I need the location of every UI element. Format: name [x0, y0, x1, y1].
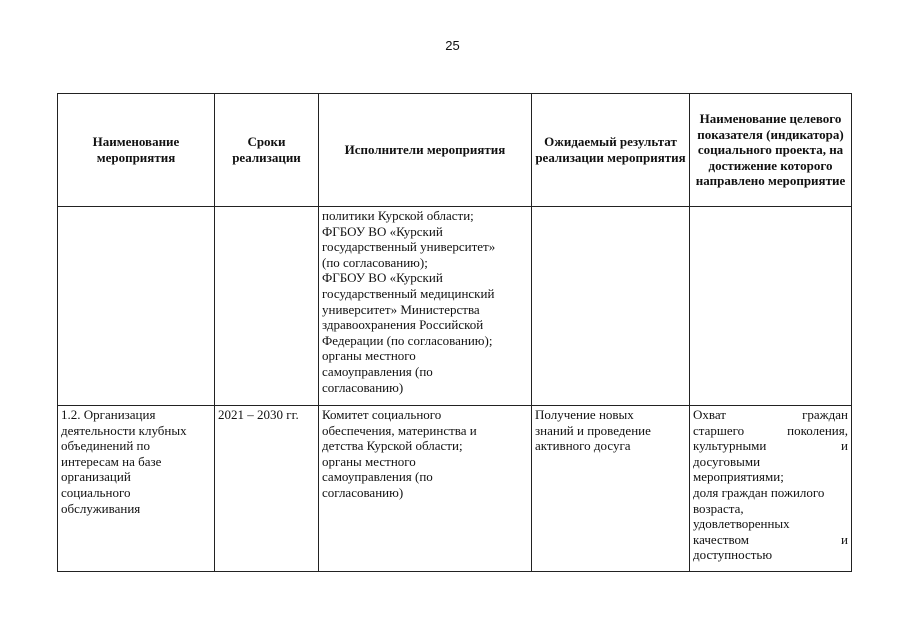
- text-line: удовлетворенных: [693, 516, 790, 532]
- text-line: органы местного: [322, 453, 416, 469]
- page-number: 25: [445, 38, 460, 53]
- text-line: объединений по: [61, 438, 150, 454]
- word: поколения,: [787, 422, 848, 438]
- activities-table: [57, 93, 852, 572]
- text-line: возраста,: [693, 500, 744, 516]
- cell-period: [215, 406, 319, 572]
- cell-activity-name-empty: [58, 207, 215, 406]
- word: культурными: [693, 438, 767, 454]
- text-line: организаций: [61, 469, 131, 485]
- period-text: 2021 – 2030 гг.: [218, 407, 299, 422]
- text-line: детства Курской области;: [322, 438, 463, 454]
- cell-period-empty: [215, 207, 319, 406]
- text-line: знаний и проведение: [535, 422, 651, 438]
- cell-target-indicator-empty: [690, 207, 852, 406]
- text-line: интересам на базе: [61, 453, 162, 469]
- word: Охват: [693, 407, 726, 422]
- word: и: [841, 438, 848, 454]
- word: качеством: [693, 531, 749, 547]
- text-line: доступностью: [693, 547, 773, 563]
- text-line: деятельности клубных: [61, 422, 187, 438]
- text-line: Получение новых: [535, 407, 634, 422]
- text-line: государственный медицинский: [322, 285, 495, 301]
- text-line: мероприятиями;: [693, 469, 784, 485]
- text-line: досуговыми: [693, 453, 761, 469]
- text-line: [693, 532, 848, 548]
- header-executors: Исполнители мероприятия: [319, 94, 532, 207]
- cell-executors-continued: [319, 207, 532, 406]
- text-line: ФГБОУ ВО «Курский: [322, 270, 443, 286]
- cell-activity-name: [58, 406, 215, 572]
- text-line: обеспечения, материнства и: [322, 422, 477, 438]
- cell-target-indicator: [690, 406, 852, 572]
- cell-executors: [319, 406, 532, 572]
- text-line: 1.2. Организация: [61, 407, 156, 422]
- text-line: самоуправления (по: [322, 363, 433, 379]
- text-line: политики Курской области;: [322, 208, 474, 223]
- text-line: Федерации (по согласованию);: [322, 332, 493, 348]
- text-line: ФГБОУ ВО «Курский: [322, 223, 443, 239]
- header-period: Сроки реализации: [215, 94, 319, 207]
- text-line: активного досуга: [535, 438, 631, 454]
- text-line: (по согласованию);: [322, 254, 428, 270]
- table-row: [58, 207, 852, 406]
- cell-expected-result-empty: [532, 207, 690, 406]
- text-line: согласованию): [322, 379, 404, 395]
- header-target-indicator: Наименование целевого показателя (индикатора) социального проекта, на достижение которого направлено мероприятие: [690, 94, 852, 207]
- text-line: органы местного: [322, 348, 416, 364]
- text-line: доля граждан пожилого: [693, 484, 825, 500]
- cell-expected-result: [532, 406, 690, 572]
- word: и: [841, 531, 848, 547]
- word: старшего: [693, 422, 745, 438]
- text-line: самоуправления (по: [322, 469, 433, 485]
- text-line: обслуживания: [61, 500, 141, 516]
- table-row: [58, 406, 852, 572]
- text-line: [693, 438, 848, 454]
- text-line: университет» Министерства: [322, 301, 480, 317]
- word: граждан: [802, 407, 848, 422]
- header-activity-name: Наименование мероприятия: [58, 94, 215, 207]
- text-line: социального: [61, 484, 131, 500]
- text-line: здравоохранения Российской: [322, 317, 484, 333]
- text-line: государственный университет»: [322, 239, 496, 255]
- table-header-row: [58, 94, 852, 207]
- text-line: [693, 423, 848, 439]
- text-line: согласованию): [322, 484, 404, 500]
- text-line: Комитет социального: [322, 407, 442, 422]
- header-expected-result: Ожидаемый результат реализации мероприятия: [532, 94, 690, 207]
- text-line: [693, 407, 848, 423]
